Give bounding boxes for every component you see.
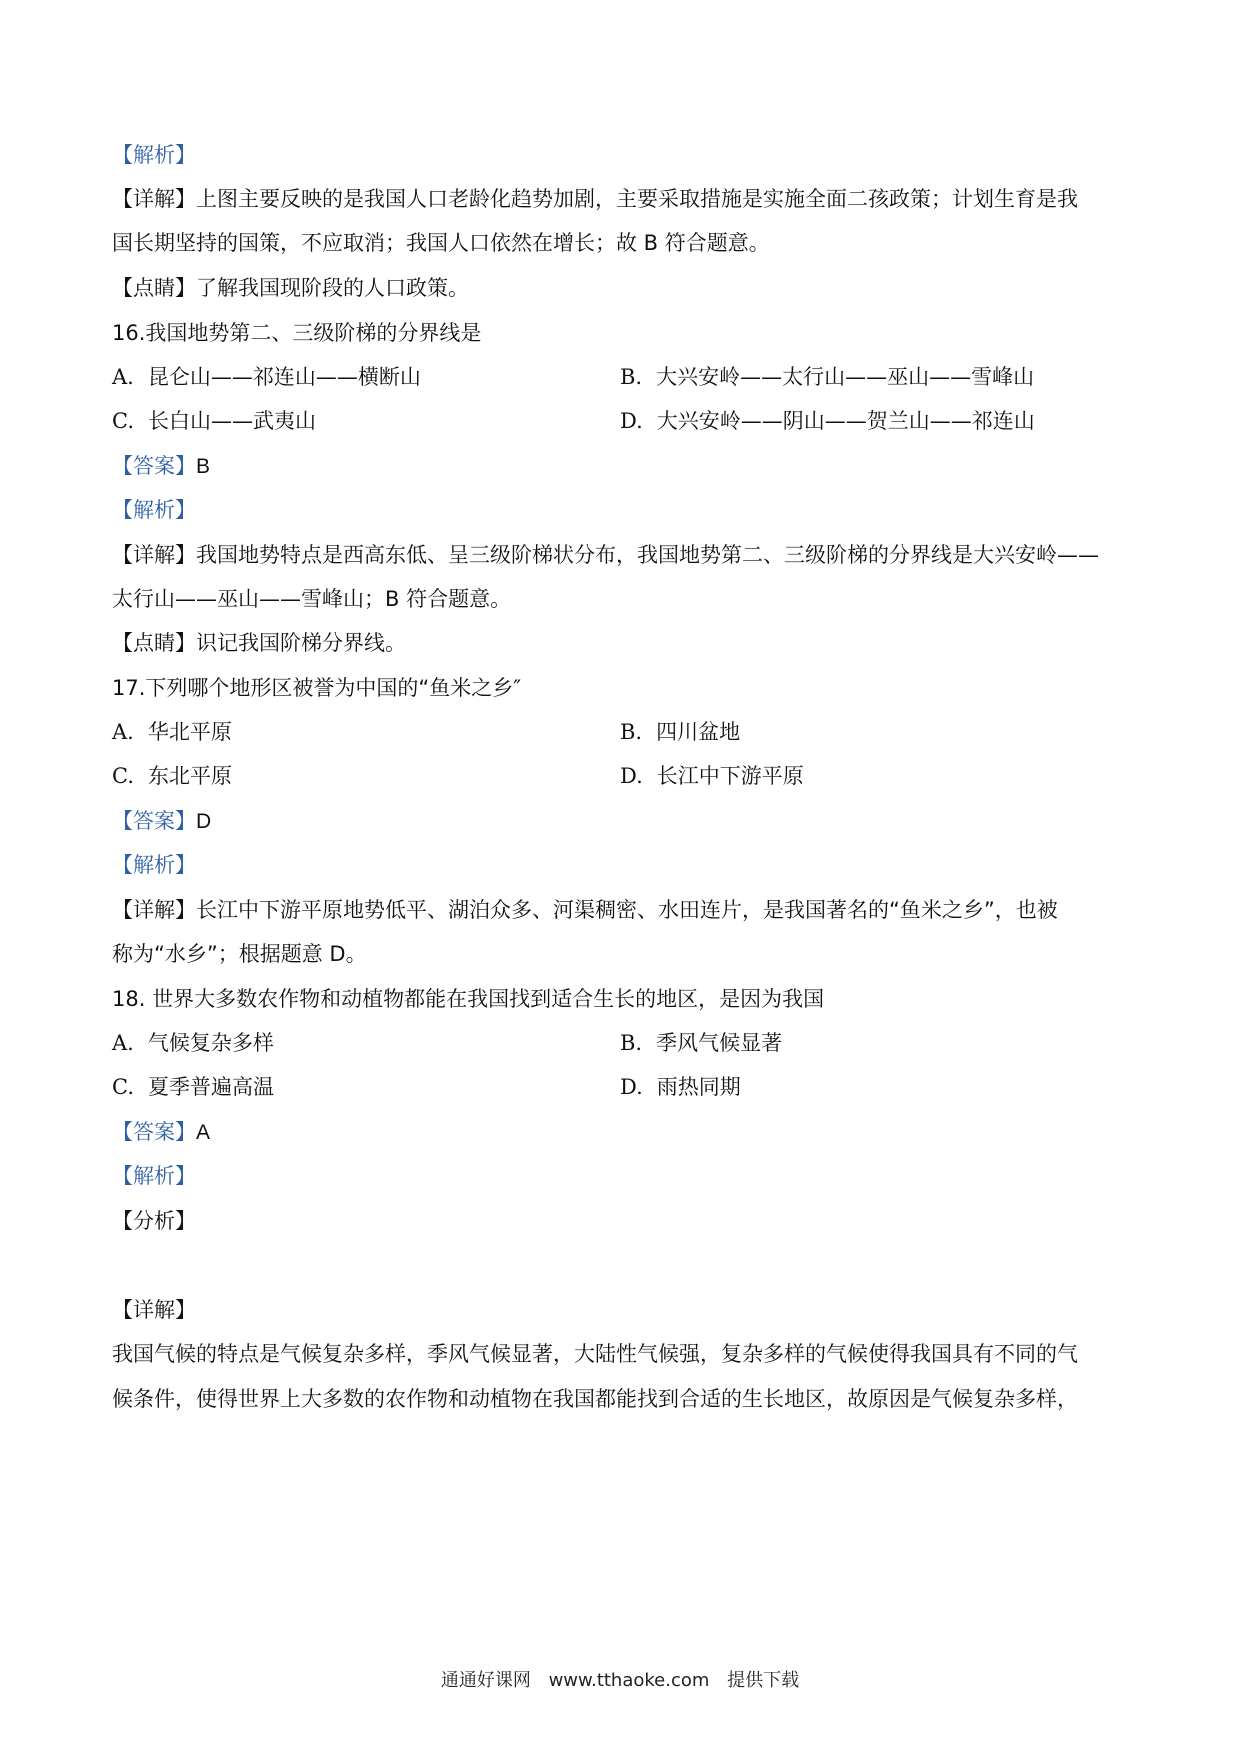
option-text: 长江中下游平原: [656, 764, 804, 788]
answer-line: [112, 806, 1130, 837]
note-text: 了解我国现阶段的人口政策。: [196, 276, 469, 300]
option-letter: D.: [620, 409, 643, 433]
option-letter: B.: [620, 1031, 643, 1055]
page-footer: [0, 1669, 1240, 1693]
option-text: 东北平原: [148, 764, 232, 788]
option-text: 长白山——武夷山: [148, 409, 316, 433]
answer-tag: 【答案】: [112, 1120, 196, 1144]
option-text: 四川盆地: [656, 720, 741, 744]
detail-text: 上图主要反映的是我国人口老龄化趋势加剧，主要采取措施是实施全面二孩政策；计划生育是我: [196, 187, 1078, 211]
analysis-tag: 【解析】: [112, 143, 196, 167]
answer-line: [112, 1117, 1130, 1148]
option-letter: D.: [620, 1075, 643, 1099]
analysis-tag: 【解析】: [112, 498, 196, 522]
question-stem: 18. 世界大多数农作物和动植物都能在我国找到适合生长的地区，是因为我国: [112, 987, 825, 1011]
footer-site-name: 通通好课网: [440, 1670, 531, 1691]
option-c: [112, 406, 316, 436]
option-a: [112, 1028, 274, 1058]
detail-tag: 【详解】: [112, 1298, 196, 1322]
option-a: [112, 362, 421, 392]
body-text-continued: 候条件，使得世界上大多数的农作物和动植物在我国都能找到合适的生长地区，故原因是气候复杂多样，: [112, 1387, 1078, 1411]
detail-text: 长江中下游平原地势低平、湖泊众多、河渠稠密、水田连片，是我国著名的“鱼米之乡”，也被: [196, 898, 1058, 922]
option-letter: D.: [620, 764, 643, 788]
option-letter: C.: [112, 1075, 134, 1099]
detail-text-continued: 国长期坚持的国策，不应取消；我国人口依然在增长；故 B 符合题意。: [112, 231, 770, 255]
detail-line: [112, 184, 1130, 214]
question-stem: 16.我国地势第二、三级阶梯的分界线是: [112, 321, 482, 345]
option-letter: A.: [112, 1031, 134, 1055]
analysis-tag: 【解析】: [112, 1164, 196, 1188]
option-text: 华北平原: [147, 720, 232, 744]
option-letter: A.: [112, 365, 134, 389]
answer-line: [112, 451, 1130, 482]
note-line: [112, 628, 1130, 658]
analysis-tag: 【解析】: [112, 853, 196, 877]
answer-value: D: [196, 810, 212, 833]
fenxi-tag: 【分析】: [112, 1209, 196, 1233]
note-line: [112, 273, 1130, 303]
option-letter: A.: [112, 720, 134, 744]
detail-text-continued: 太行山——巫山——雪峰山；B 符合题意。: [112, 587, 512, 611]
option-c: [112, 761, 232, 791]
note-tag: 【点睛】: [112, 631, 196, 655]
detail-text-continued: 称为“水乡”；根据题意 D。: [112, 942, 367, 966]
option-a: [112, 717, 232, 747]
answer-tag: 【答案】: [112, 454, 196, 478]
detail-text: 我国地势特点是西高东低、呈三级阶梯状分布，我国地势第二、三级阶梯的分界线是大兴安岭——: [196, 543, 1099, 567]
detail-line: [112, 895, 1130, 925]
option-b: [620, 1028, 782, 1058]
note-tag: 【点睛】: [112, 276, 196, 300]
option-text: 大兴安岭——太行山——巫山——雪峰山: [656, 365, 1035, 389]
option-text: 气候复杂多样: [147, 1031, 274, 1055]
answer-value: B: [196, 455, 211, 478]
option-d: [620, 761, 804, 791]
option-letter: B.: [620, 365, 643, 389]
detail-tag: 【详解】: [112, 898, 196, 922]
option-d: [620, 1072, 741, 1102]
option-b: [620, 362, 1034, 392]
detail-tag: 【详解】: [112, 187, 196, 211]
option-letter: B.: [620, 720, 643, 744]
body-text: 我国气候的特点是气候复杂多样，季风气候显著，大陆性气候强，复杂多样的气候使得我国具有不同的气: [112, 1342, 1078, 1366]
option-letter: C.: [112, 764, 134, 788]
option-d: [620, 406, 1035, 436]
option-letter: C.: [112, 409, 134, 433]
answer-value: A: [196, 1121, 211, 1144]
option-c: [112, 1072, 274, 1102]
option-text: 雨热同期: [656, 1075, 741, 1099]
option-text: 昆仑山——祁连山——横断山: [147, 365, 421, 389]
footer-suffix: 提供下载: [727, 1670, 800, 1691]
note-text: 识记我国阶梯分界线。: [196, 631, 406, 655]
option-text: 大兴安岭——阴山——贺兰山——祁连山: [656, 409, 1035, 433]
question-stem: 17.下列哪个地形区被誉为中国的“鱼米之乡″: [112, 676, 522, 700]
detail-tag: 【详解】: [112, 543, 196, 567]
answer-tag: 【答案】: [112, 809, 196, 833]
option-text: 夏季普遍高温: [148, 1075, 274, 1099]
option-b: [620, 717, 740, 747]
option-text: 季风气候显著: [656, 1031, 783, 1055]
detail-line: [112, 540, 1130, 570]
footer-url[interactable]: www.tthaoke.com: [548, 1670, 710, 1691]
